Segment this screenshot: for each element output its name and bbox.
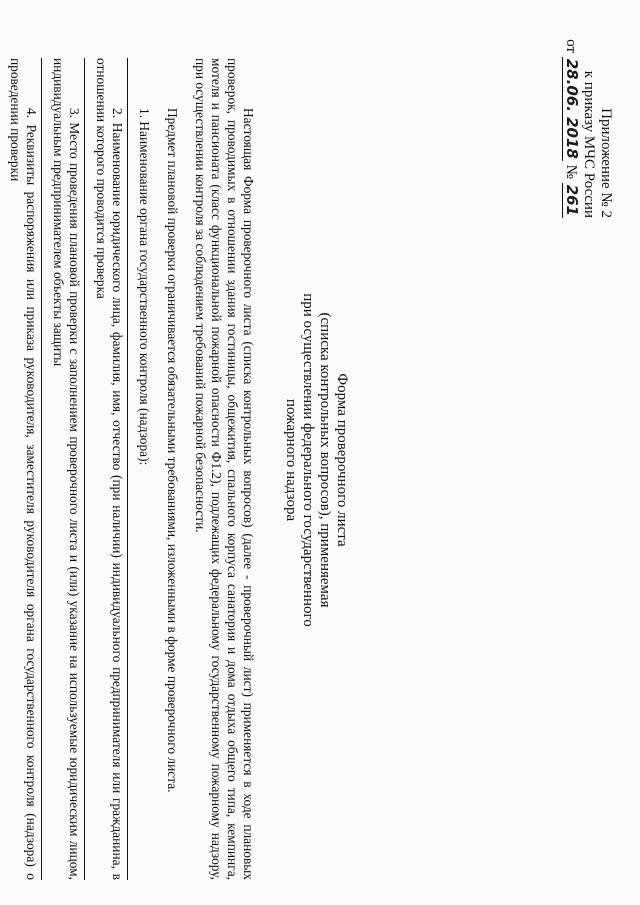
item-3-field[interactable]: [41, 58, 50, 880]
item-1: 1. Наименование органа государственного контроля (надзора):: [137, 108, 152, 466]
form-title: [282, 280, 350, 640]
appendix-header: [562, 28, 614, 218]
intro-paragraph: Настоящая Форма проверочного листа (списка контрольных вопросов) (далее - проверочный лист) применяется в ходе плановых проверок, проводимых в отношении здания гостиницы, общежития, спального корпуса санатория и дома отдыха общего типа, кемпинга, мотеля и пансионата (класс функциональной пожарной опасности Ф1.2), подлежащих федеральному государственному пожарному надзору, при осуществлении контроля за соблюдением требований пожарной безопасности.: [193, 58, 256, 880]
handwritten-number: 261: [563, 184, 581, 216]
appendix-title: Приложение № 2: [598, 108, 614, 218]
item-4: 4. Реквизиты распоряжения или приказа руководителя, заместителя руководителя органа государственного контроля (надзора) о проведении проверки: [8, 58, 39, 880]
title-line-2: (списка контрольных вопросов), применяемая: [317, 312, 333, 608]
item-1-field[interactable]: [127, 58, 136, 880]
title-line-4: пожарного надзора: [283, 398, 299, 522]
title-line-1: Форма проверочного листа: [334, 373, 350, 547]
appendix-date-number: [562, 28, 580, 218]
item-4-field[interactable]: [0, 58, 7, 880]
number-label: №: [563, 164, 579, 179]
title-line-3: при осуществлении федерального государственного: [300, 293, 316, 627]
handwritten-date: 28.06. 2018: [563, 58, 581, 159]
form-body: [0, 58, 256, 880]
item-3: 3. Место проведения плановой проверки с заполнением проверочного листа и (или) указание на используемые юридическим лицом, индивидуальным предпринимателем объекты защиты: [51, 58, 82, 880]
subject-paragraph: Предмет плановой проверки ограничивается обязательными требованиями, изложенными в форме проверочного листа.: [165, 108, 180, 793]
from-label: от: [563, 39, 579, 53]
appendix-order: к приказу МЧС России: [581, 70, 597, 218]
item-2: 2. Наименование юридического лица, фамилия, имя, отчество (при наличии) индивидуального предпринимателя или гражданина, в отношении которого проводится проверка: [94, 58, 125, 880]
item-2-field[interactable]: [84, 58, 93, 880]
